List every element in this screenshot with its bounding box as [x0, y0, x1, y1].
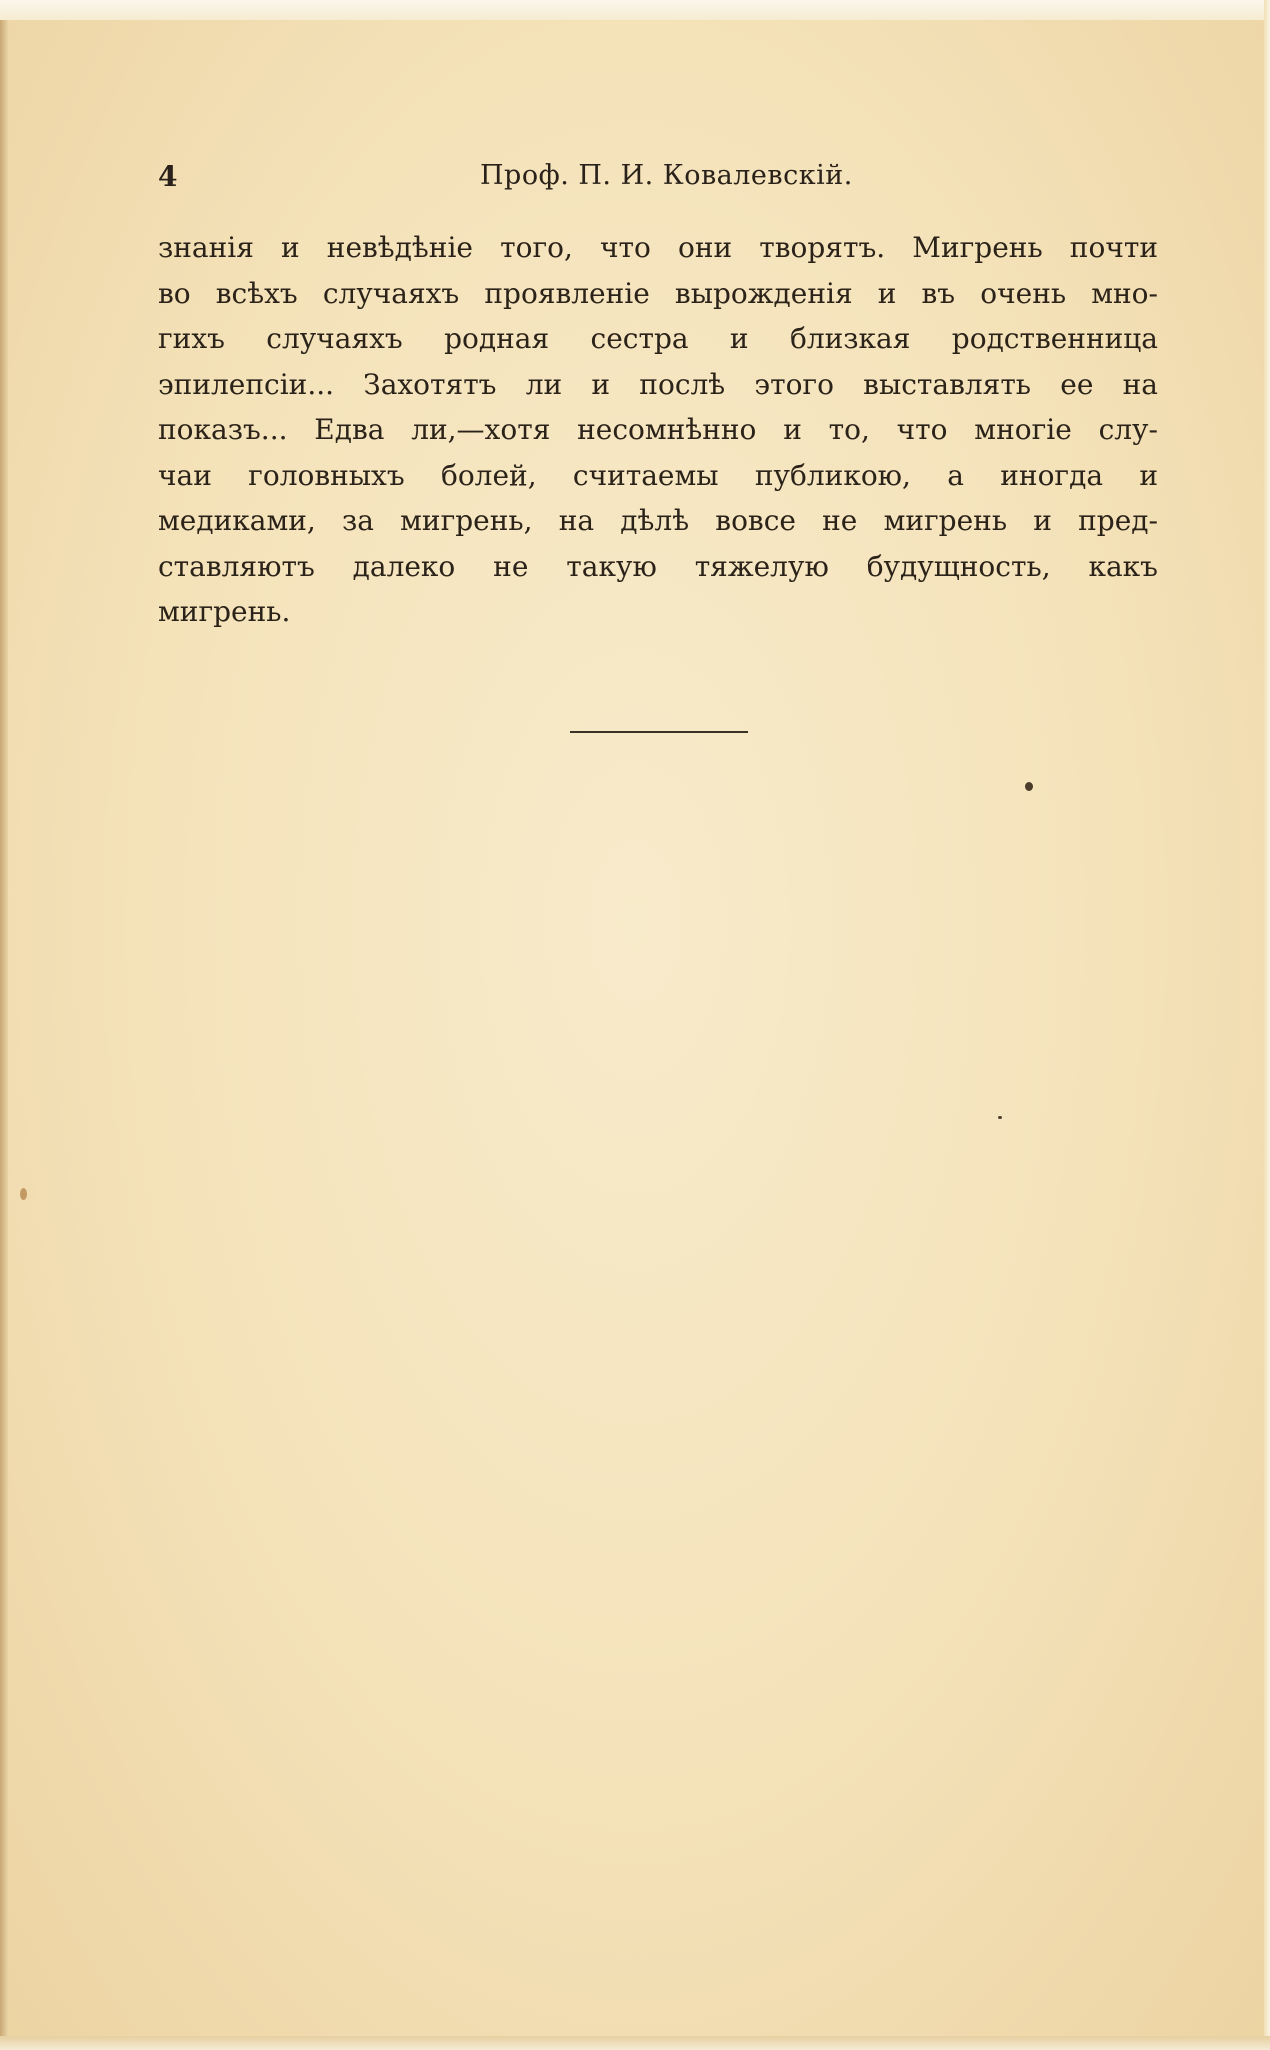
text-line: во всѣхъ случаяхъ проявленіе вырожденія и въ очень мно-: [158, 276, 1158, 310]
text-line: чаи головныхъ болей, считаемы публикою, а иногда и: [158, 458, 1158, 492]
section-end-rule: [570, 731, 748, 733]
header-title: Проф. П. И. Ковалевскій.: [480, 160, 853, 191]
scan-top-margin: [0, 0, 1270, 20]
text-line: знанія и невѣдѣніе того, что они творятъ. Мигрень почти: [158, 231, 1158, 264]
text-line: показъ... Едва ли,—хотя несомнѣнно и то, что многіе слу-: [158, 413, 1158, 446]
text-line: мигрень.: [158, 595, 291, 628]
body-paragraph: [158, 225, 1158, 635]
text-line: гихъ случаяхъ родная сестра и близкая родственница: [158, 322, 1158, 355]
scan-bottom-margin: [0, 2036, 1270, 2050]
page-right-edge: [1264, 0, 1270, 2050]
paper-speck: [1025, 782, 1033, 791]
running-head: [158, 160, 1158, 200]
text-line: эпилепсіи... Захотятъ ли и послѣ этого выставлять ее на: [158, 367, 1158, 401]
page-binding-edge: [0, 20, 8, 2050]
text-line: ставляютъ далеко не такую тяжелую будущность, какъ: [158, 549, 1158, 583]
text-line: медиками, за мигрень, на дѣлѣ вовсе не мигрень и пред-: [158, 504, 1158, 537]
paper-speck: [998, 1116, 1002, 1119]
paper-speck: [20, 1188, 27, 1200]
page-number: 4: [158, 160, 178, 193]
